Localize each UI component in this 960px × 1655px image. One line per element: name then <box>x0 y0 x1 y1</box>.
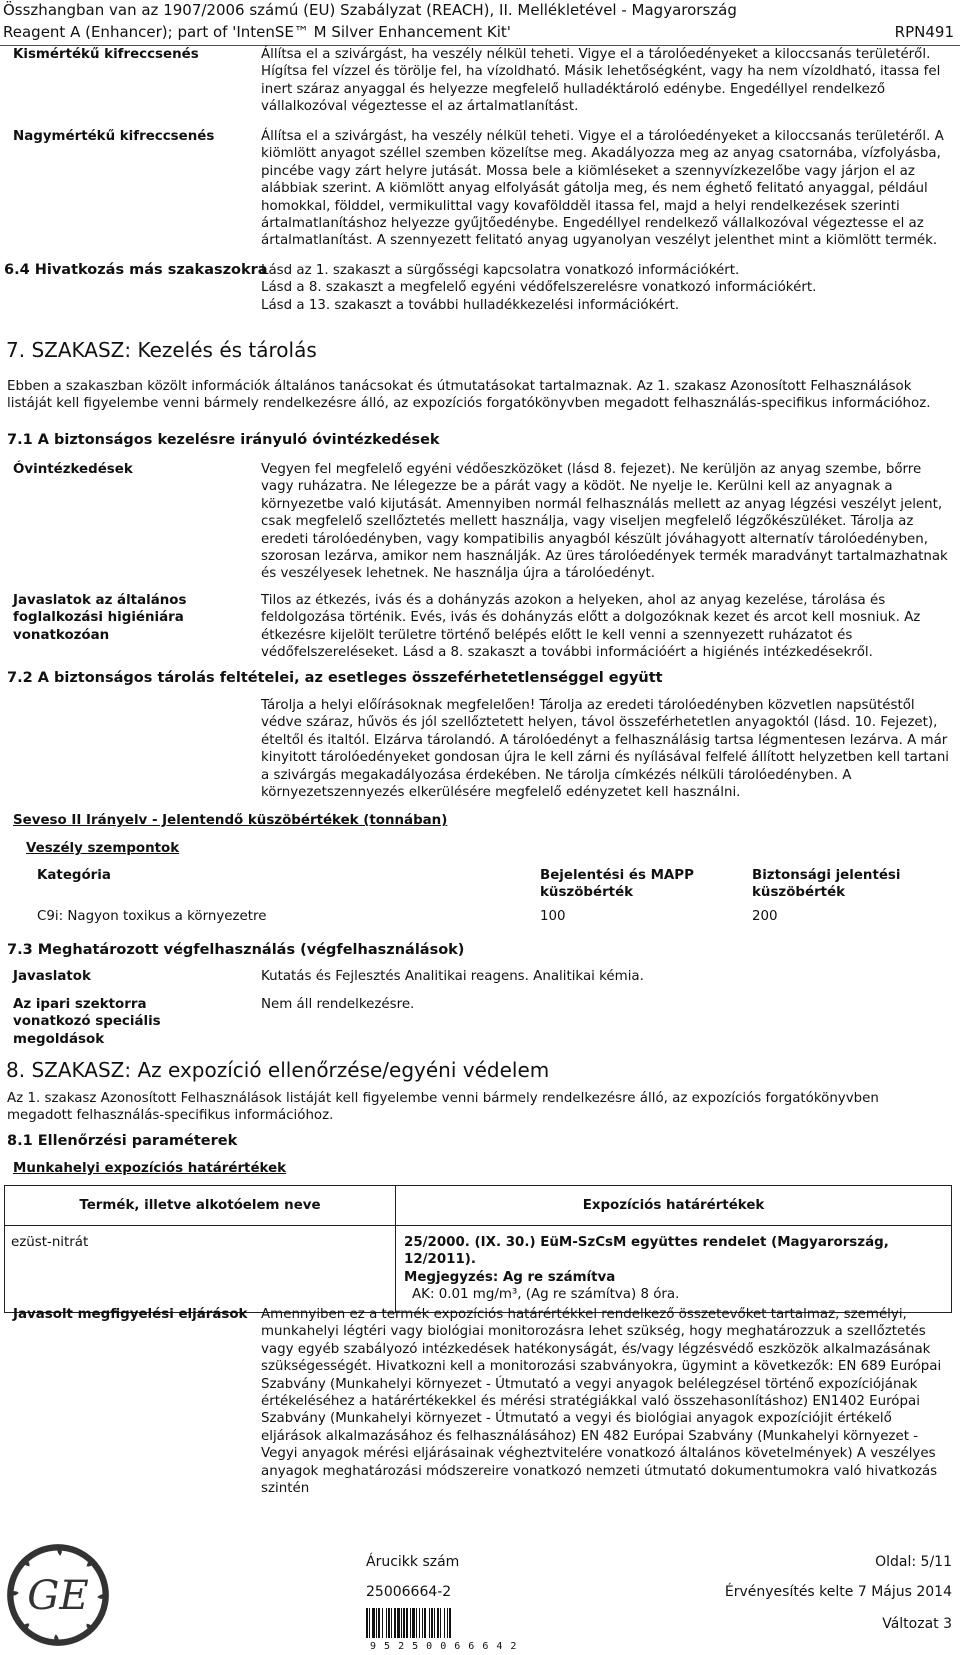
hygiene-label: Javaslatok az általános foglalkozási higiéniára vonatkozóan <box>13 593 187 643</box>
monitoring-label: Javasolt megfigyelési eljárások <box>13 1307 248 1322</box>
exposure-limits-table <box>4 1185 952 1313</box>
precautions-label: Óvintézkedések <box>13 462 133 477</box>
section-8-title: 8. SZAKASZ: Az expozíció ellenőrzése/egyéni védelem <box>6 1058 550 1082</box>
hazard-heading: Veszély szempontok <box>26 841 180 856</box>
product-line: Reagent A (Enhancer); part of 'IntenSE™ M Silver Enhancement Kit' <box>3 23 511 41</box>
th-limits: Expozíciós határértékek <box>396 1186 952 1226</box>
product-name: ezüst-nitrát <box>5 1226 396 1313</box>
section-7-2-title: 7.2 A biztonságos tárolás feltételei, az esetleges összeférhetetlenséggel együtt <box>7 670 663 686</box>
section-6-4-label: 6.4 Hivatkozás más szakaszokra <box>4 262 268 278</box>
wel-heading: Munkahelyi expozíciós határértékek <box>13 1161 287 1176</box>
recommendations-text: Kutatás és Fejlesztés Analitikai reagens. Analitikai kémia. <box>261 969 644 984</box>
th-product: Termék, illetve alkotóelem neve <box>5 1186 396 1226</box>
ref-line-1: Lásd az 1. szakaszt a sürgősségi kapcsolatra vonatkozó információkért. <box>261 263 740 278</box>
seveso-category: C9i: Nagyon toxikus a környezetre <box>37 909 267 924</box>
barcode-digits: 9 5 2 5 0 0 6 6 6 4 2 <box>370 1641 518 1652</box>
regulation-line: Összhangban van az 1907/2006 számú (EU) Szabályzat (REACH), II. Mellékletével - Magyarország <box>3 1 737 19</box>
industrial-text: Nem áll rendelkezésre. <box>261 997 415 1012</box>
section-7-1-title: 7.1 A biztonságos kezelésre irányuló óvintézkedések <box>7 432 440 448</box>
item-number: 25006664-2 <box>366 1584 452 1600</box>
ref-line-2: Lásd a 8. szakaszt a megfelelő egyéni védőfelszerelésre vonatkozó információkért. <box>261 280 817 296</box>
ge-logo <box>5 1542 111 1648</box>
hygiene-text: Tilos az étkezés, ivás és a dohányzás azokon a helyeken, ahol az anyag kezelése, tárolása és feldolgozása történik. Evés, ivás és dohányzás előtt a dolgozóknak kezet és arcot kell mosniuk. Az étkezésre kijelölt területre történő belépés előtt le kell venni a szennyezett ruházatot és védőfelszereléseket. Lásd a 8. szakaszt a további információért a higiénés intézkedésekről. <box>261 593 921 661</box>
ref-line-3: Lásd a 13. szakaszt a további hulladékkezelési információkért. <box>261 297 680 313</box>
large-spill-text: Állítsa el a szivárgást, ha veszély nélkül teheti. Vigye el a tárolóedényeket a kiloccsanás területéről. A kiömlött anyagot széllel szemben közelítse meg. Akadályozza meg az anyag csatornába, vízfolyásba, pincébe vagy zárt helyre jutását. Mossa bele a kiömléseket a szennyvízkezelőbe vagy járjon el az alábbiak szerint. A kiömlött anyag elfolyását gátolja meg, és nem éghető felitató anyaggal, például homokkal, földdel, vermikulittal vagy kovaföldděl itassa fel, majd a helyi rendelkezések szerinti ártalmatlanításhoz helyezze gyűjtőedénybe. Engedéllyel rendelkező vállalkozóval végeztesse el az ártalmatlanítást. A szennyezett felitató anyag ugyanolyan veszélyt jelenthet mint a kiömlött termék. <box>261 129 944 249</box>
precautions-text: Vegyen fel megfelelő egyéni védőeszközöket (lásd 8. fejezet). Ne kerüljön az anyag szembe, bőrre vagy ruházatra. Ne lélegezze be a párát vagy a ködöt. Ne nyelje le. Kerülni kell az anyagnak a környezetbe való kijutását. Amennyiben normál felhasználás mellett az anyag légzési veszélyt jelent, csak megfelelő szellőztetés mellett használja, vagy viseljen megfelelő légzőkészüléket. Tárolja az eredeti tárolóedényben, vagy kompatibilis anyagból készült jóváhagyott alternatív tárolóedényben, szorosan lezárva, amikor nem használják. Az üres tárolóedények termék maradványt tartalmazhatnak és veszélyesek lehetnek. Ne használja újra a tárolóedényt. <box>261 462 948 582</box>
industrial-label: Az ipari szektorra vonatkozó speciális megoldások <box>13 997 161 1047</box>
product-code: RPN491 <box>894 23 954 41</box>
section-7-3-title: 7.3 Meghatározott végfelhasználás (végfelhasználások) <box>7 942 465 958</box>
recommendations-label: Javaslatok <box>13 969 91 984</box>
storage-text: Tárolja a helyi előírásoknak megfelelően! Tárolja az eredeti tárolóedényben közvetlen napsütéstől védve száraz, hűvös és jól szellőztetett helyen, távol összeférhetetlen anyagoktól (lásd. 10. Fejezet), ételtől és italtól. Elzárva tárolandó. A tárolóedényt a felhasználásig tartsa légmentesen lezárva. A már kinyitott tárolóedényeket gondosan újra le kell zárni és nyílásával felfelé állított helyzetben kell tartani a szivárgás megakadályozása érdekében. Ne tárolja címkézés nélküli tárolóedényben. A környezetszennyezés elkerülésére megfelelő edényzetet kell használni. <box>261 698 950 801</box>
version: Változat 3 <box>882 1616 952 1632</box>
seveso-heading: Seveso II Irányelv - Jelentendő küszöbértékek (tonnában) <box>13 813 448 828</box>
limit-cell <box>396 1226 952 1313</box>
col-safety: Biztonsági jelentési küszöbérték <box>752 868 901 901</box>
small-spill-text: Állítsa el a szivárgást, ha veszély nélkül teheti. Vigye el a tárolóedényeket a kiloccsanás területéről. Hígítsa fel vízzel és törölje fel, ha vízoldható. Másik lehetőségként, vagy ha nem vízoldható, itassa fel inert száraz anyaggal és helyezze megfelelő hulladéktároló edénybe. Engedéllyel rendelkező vállalkozóval végeztesse el az ártalmatlanítást. <box>261 47 941 115</box>
section-8-intro: Az 1. szakasz Azonosított Felhasználások listáját kell figyelembe venni bármely rendelkezésre álló, az expozíciós forgatókönyvben megadott felhasználás-specifikus információhoz. <box>7 1091 879 1124</box>
section-6-4-text <box>261 262 951 314</box>
small-spill-label: Kismértékű kifreccsenés <box>13 47 199 62</box>
limit-title: 25/2000. (IX. 30.) EüM-SzCsM együttes rendelet (Magyarország, 12/2011). <box>404 1235 889 1268</box>
seveso-value-1: 100 <box>540 909 566 924</box>
validation-date: Érvényesítés kelte 7 Május 2014 <box>724 1584 952 1600</box>
limit-note: Megjegyzés: Ag re számítva <box>404 1269 616 1285</box>
large-spill-label: Nagymértékű kifreccsenés <box>13 129 215 144</box>
section-8-1-title: 8.1 Ellenőrzési paraméterek <box>7 1133 238 1149</box>
limit-value: AK: 0.01 mg/m³, (Ag re számítva) 8 óra. <box>412 1287 680 1303</box>
seveso-value-2: 200 <box>752 909 778 924</box>
col-notification: Bejelentési és MAPP küszöbérték <box>540 868 694 901</box>
page-number: Oldal: 5/11 <box>875 1554 952 1570</box>
section-7-intro: Ebben a szakaszban közölt információk általános tanácsokat és útmutatásokat tartalmaznak. Az 1. szakasz Azonosított Felhasználások listáját kell figyelembe venni bármely rendelkezésre álló, az expozíciós forgatókönyvben megadott felhasználás-specifikus információhoz. <box>7 379 931 412</box>
col-category: Kategória <box>37 868 111 883</box>
page-header <box>0 0 960 44</box>
section-7-title: 7. SZAKASZ: Kezelés és tárolás <box>6 338 317 362</box>
svg-text:GE: GE <box>27 1572 89 1619</box>
barcode <box>366 1608 452 1640</box>
monitoring-text: Amennyiben ez a termék expozíciós határértékkel rendelkező összetevőket tartalmaz, személyi, munkahelyi légtéri vagy biológiai monitorozásra lehet szükség, hogy meghatározzuk a szellőztetés vagy egyéb szabályozó intézkedések hatékonyságát, és/vagy légzésvédő eszközök alkalmazásának szükségességét. Hivatkozni kell a monitorozási szabványokra, ügymint a következők: EN 689 Európai Szabvány (Munkahelyi környezet - Útmutató a vegyi anyagok belélegzésel történő expozíciójának értékeléséhez a határértékekkel és mérési stratégiákkal való összehasonlításhoz) EN1402 Európai Szabvány (Munkahelyi környezet - Útmutató a vegyi és biológiai anyagok expozíciójit értékelő eljárások alkalmazásához és felhasználásához) EN 482 Európai Szabvány (Munkahelyi környezet - Vegyi anyagok mérési eljárásainak végheztvitelére vonatkozó általános követelmények) A veszélyes anyagok meghatározási módszereire vonatkozó nemzeti útmutató dokumentumokra való hivatkozás szintén <box>261 1307 942 1497</box>
item-number-label: Árucikk szám <box>366 1554 460 1570</box>
